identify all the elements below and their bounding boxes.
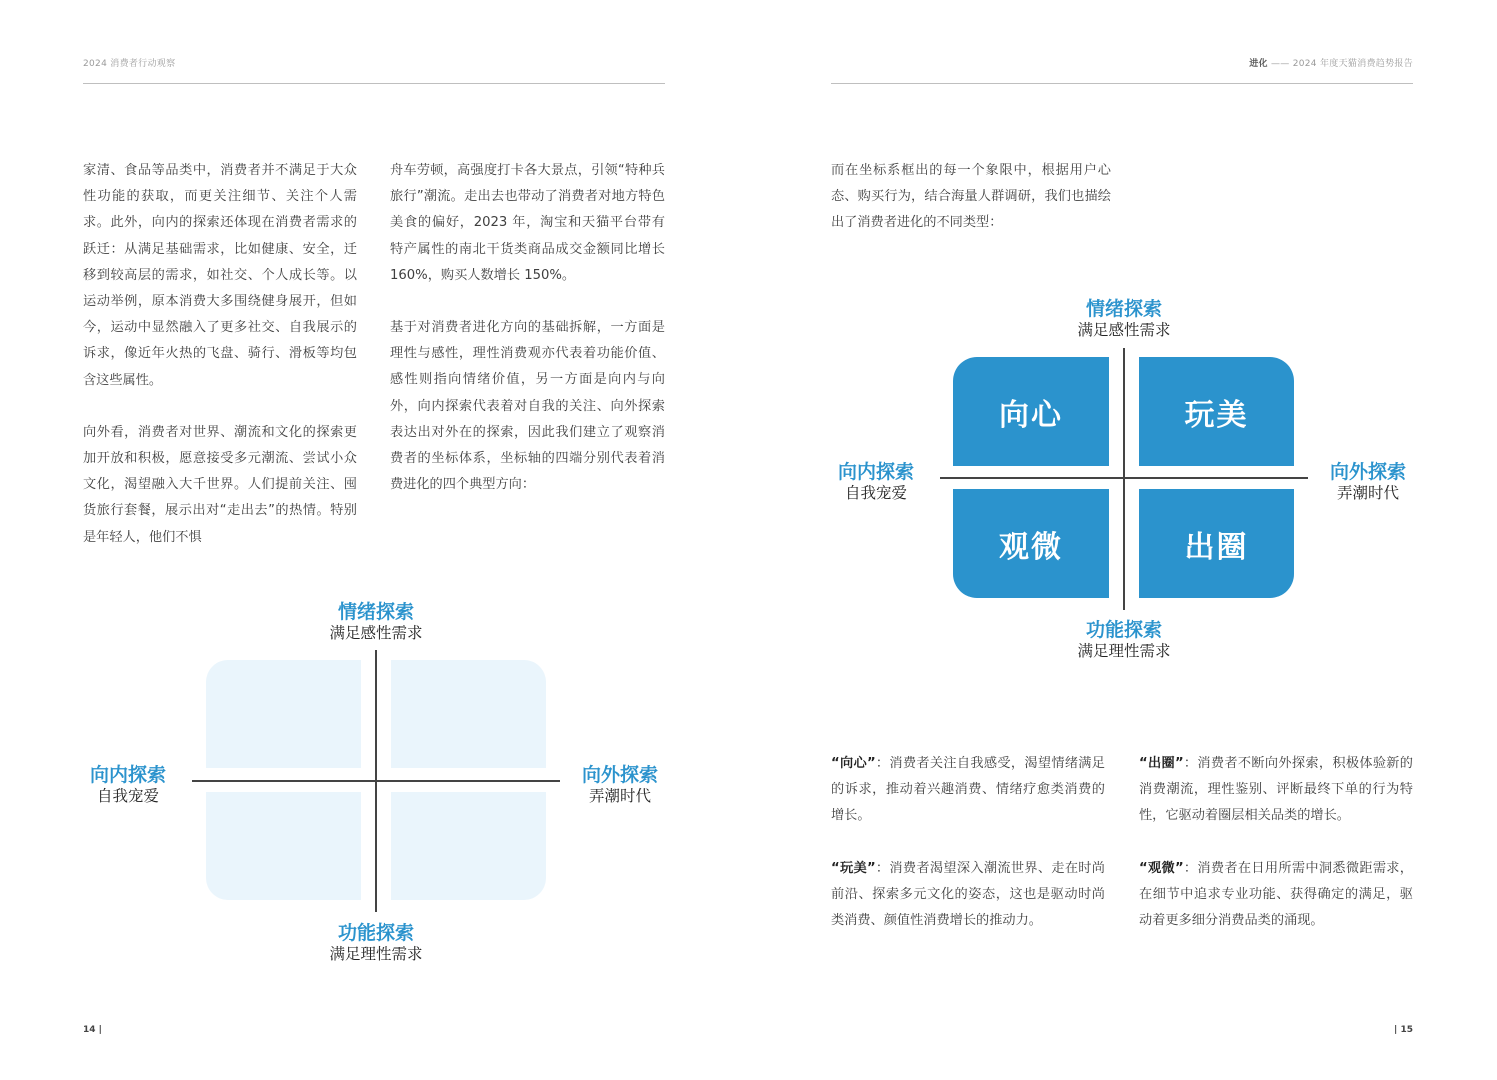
axis-title: 功能探索 (1085, 619, 1162, 641)
paragraph: 家清、食品等品类中，消费者并不满足于大众性功能的获取，而更关注细节、关注个人需求。此外，向内的探索还体现在消费者需求的跃迁：从满足基础需求，比如健康、安全，迁移到较高层的需求，如社交、个人成长等。以运动举例，原本消费大多围绕健身展开，但如今，运动中显然融入了更多社交、自我展示的诉求，像近年火热的飞盘、骑行、滑板等均包含这些属性。 (83, 163, 357, 388)
description-text: ：消费者不断向外探索，积极体验新的消费潮流，理性鉴别、评断最终下单的行为特性，它驱动着圈层相关品类的增长。 (1139, 756, 1413, 824)
quadrant-top-left (206, 660, 361, 768)
left-running-header: 2024 消费者行动观察 (83, 59, 176, 69)
header-rest: —— 2024 年度天猫消费趋势报告 (1267, 59, 1413, 69)
description-text: ：消费者渴望深入潮流世界、走在时尚前沿、探索多元文化的姿态，这也是驱动时尚类消费、颜值性消费增长的推动力。 (831, 860, 1105, 929)
descriptions-left (831, 751, 1105, 960)
left-page-number: 14 | (83, 1025, 102, 1035)
description-xiangxin (831, 751, 1105, 830)
axis-subtitle: 自我宠爱 (96, 787, 159, 805)
right-page-number: | 15 (1394, 1025, 1413, 1035)
axis-subtitle: 满足理性需求 (1077, 642, 1171, 660)
description-chuquan (1139, 751, 1413, 830)
left-header-rule (83, 83, 665, 84)
description-key: “向心” (831, 756, 876, 771)
quadrant-bottom-right (391, 792, 546, 900)
quadrant-xiangxin: 向心 (953, 357, 1109, 466)
axis-title: 向内探索 (89, 764, 166, 786)
description-key: “观微” (1139, 860, 1184, 876)
axis-subtitle: 自我宠爱 (844, 484, 907, 502)
axis-subtitle: 弄潮时代 (1336, 484, 1399, 502)
quadrant-wanmei: 玩美 (1139, 357, 1294, 466)
right-running-header (1249, 56, 1413, 69)
axis-label-top (1024, 298, 1224, 340)
left-column-1 (83, 158, 357, 577)
axis-label-top (276, 601, 476, 643)
axis-title: 向外探索 (1329, 461, 1406, 483)
axis-label-left (826, 461, 926, 503)
descriptions-right (1139, 751, 1413, 960)
axis-subtitle: 满足感性需求 (1077, 321, 1171, 339)
description-guanwei (1139, 856, 1413, 935)
description-text: ：消费者关注自我感受，渴望情绪满足的诉求，推动着兴趣消费、情绪疗愈类消费的增长。 (831, 756, 1105, 824)
axis-title: 向内探索 (837, 461, 914, 483)
paragraph: 基于对消费者进化方向的基础拆解，一方面是理性与感性，理性消费观亦代表着功能价值、感性则指向情绪价值，另一方面是向内与向外，向内探索代表着对自我的关注、向外探索表达出对外在的探索，因此我们建立了观察消费者的坐标体系，坐标轴的四端分别代表着消费进化的四个典型方向： (390, 320, 665, 493)
paragraph: 而在坐标系框出的每一个象限中，根据用户心态、购买行为，结合海量人群调研，我们也描绘出了消费者进化的不同类型： (831, 163, 1111, 231)
axis-label-left (78, 764, 178, 806)
quadrant-guanwei: 观微 (953, 489, 1109, 598)
axis-label-bottom (276, 922, 476, 964)
description-key: “出圈” (1139, 756, 1184, 771)
right-intro (831, 158, 1111, 263)
right-header-rule (831, 83, 1413, 84)
axis-label-bottom (1024, 619, 1224, 661)
quadrant-top-right (391, 660, 546, 768)
vertical-axis (375, 650, 377, 912)
axis-title: 情绪探索 (337, 601, 414, 623)
quadrant-bottom-left (206, 792, 361, 900)
paragraph: 舟车劳顿，高强度打卡各大景点，引领“特种兵旅行”潮流。走出去也带动了消费者对地方特色美食的偏好，2023 年，淘宝和天猫平台带有特产属性的南北干货类商品成交金额同比增长 160%，购买人数增长 150%。 (390, 163, 665, 283)
axis-title: 情绪探索 (1085, 298, 1162, 320)
axis-subtitle: 满足理性需求 (329, 945, 423, 963)
description-key: “玩美” (831, 860, 876, 876)
vertical-axis (1123, 348, 1125, 610)
quadrant-chuquan: 出圈 (1139, 489, 1294, 598)
axis-title: 功能探索 (337, 922, 414, 944)
description-text: ：消费者在日用所需中洞悉微距需求，在细节中追求专业功能、获得确定的满足，驱动着更多细分消费品类的涌现。 (1139, 860, 1413, 929)
description-wanmei (831, 856, 1105, 935)
axis-label-right (1318, 461, 1418, 503)
left-column-2 (390, 158, 665, 524)
axis-label-right (570, 764, 670, 806)
axis-subtitle: 满足感性需求 (329, 624, 423, 642)
paragraph: 向外看，消费者对世界、潮流和文化的探索更加开放和积极，愿意接受多元潮流、尝试小众文化，渴望融入大千世界。人们提前关注、囤货旅行套餐，展示出对“走出去”的热情。特别是年轻人，他们不惧 (83, 424, 357, 545)
axis-title: 向外探索 (581, 764, 658, 786)
axis-subtitle: 弄潮时代 (588, 787, 651, 805)
header-bold: 进化 (1249, 59, 1268, 69)
